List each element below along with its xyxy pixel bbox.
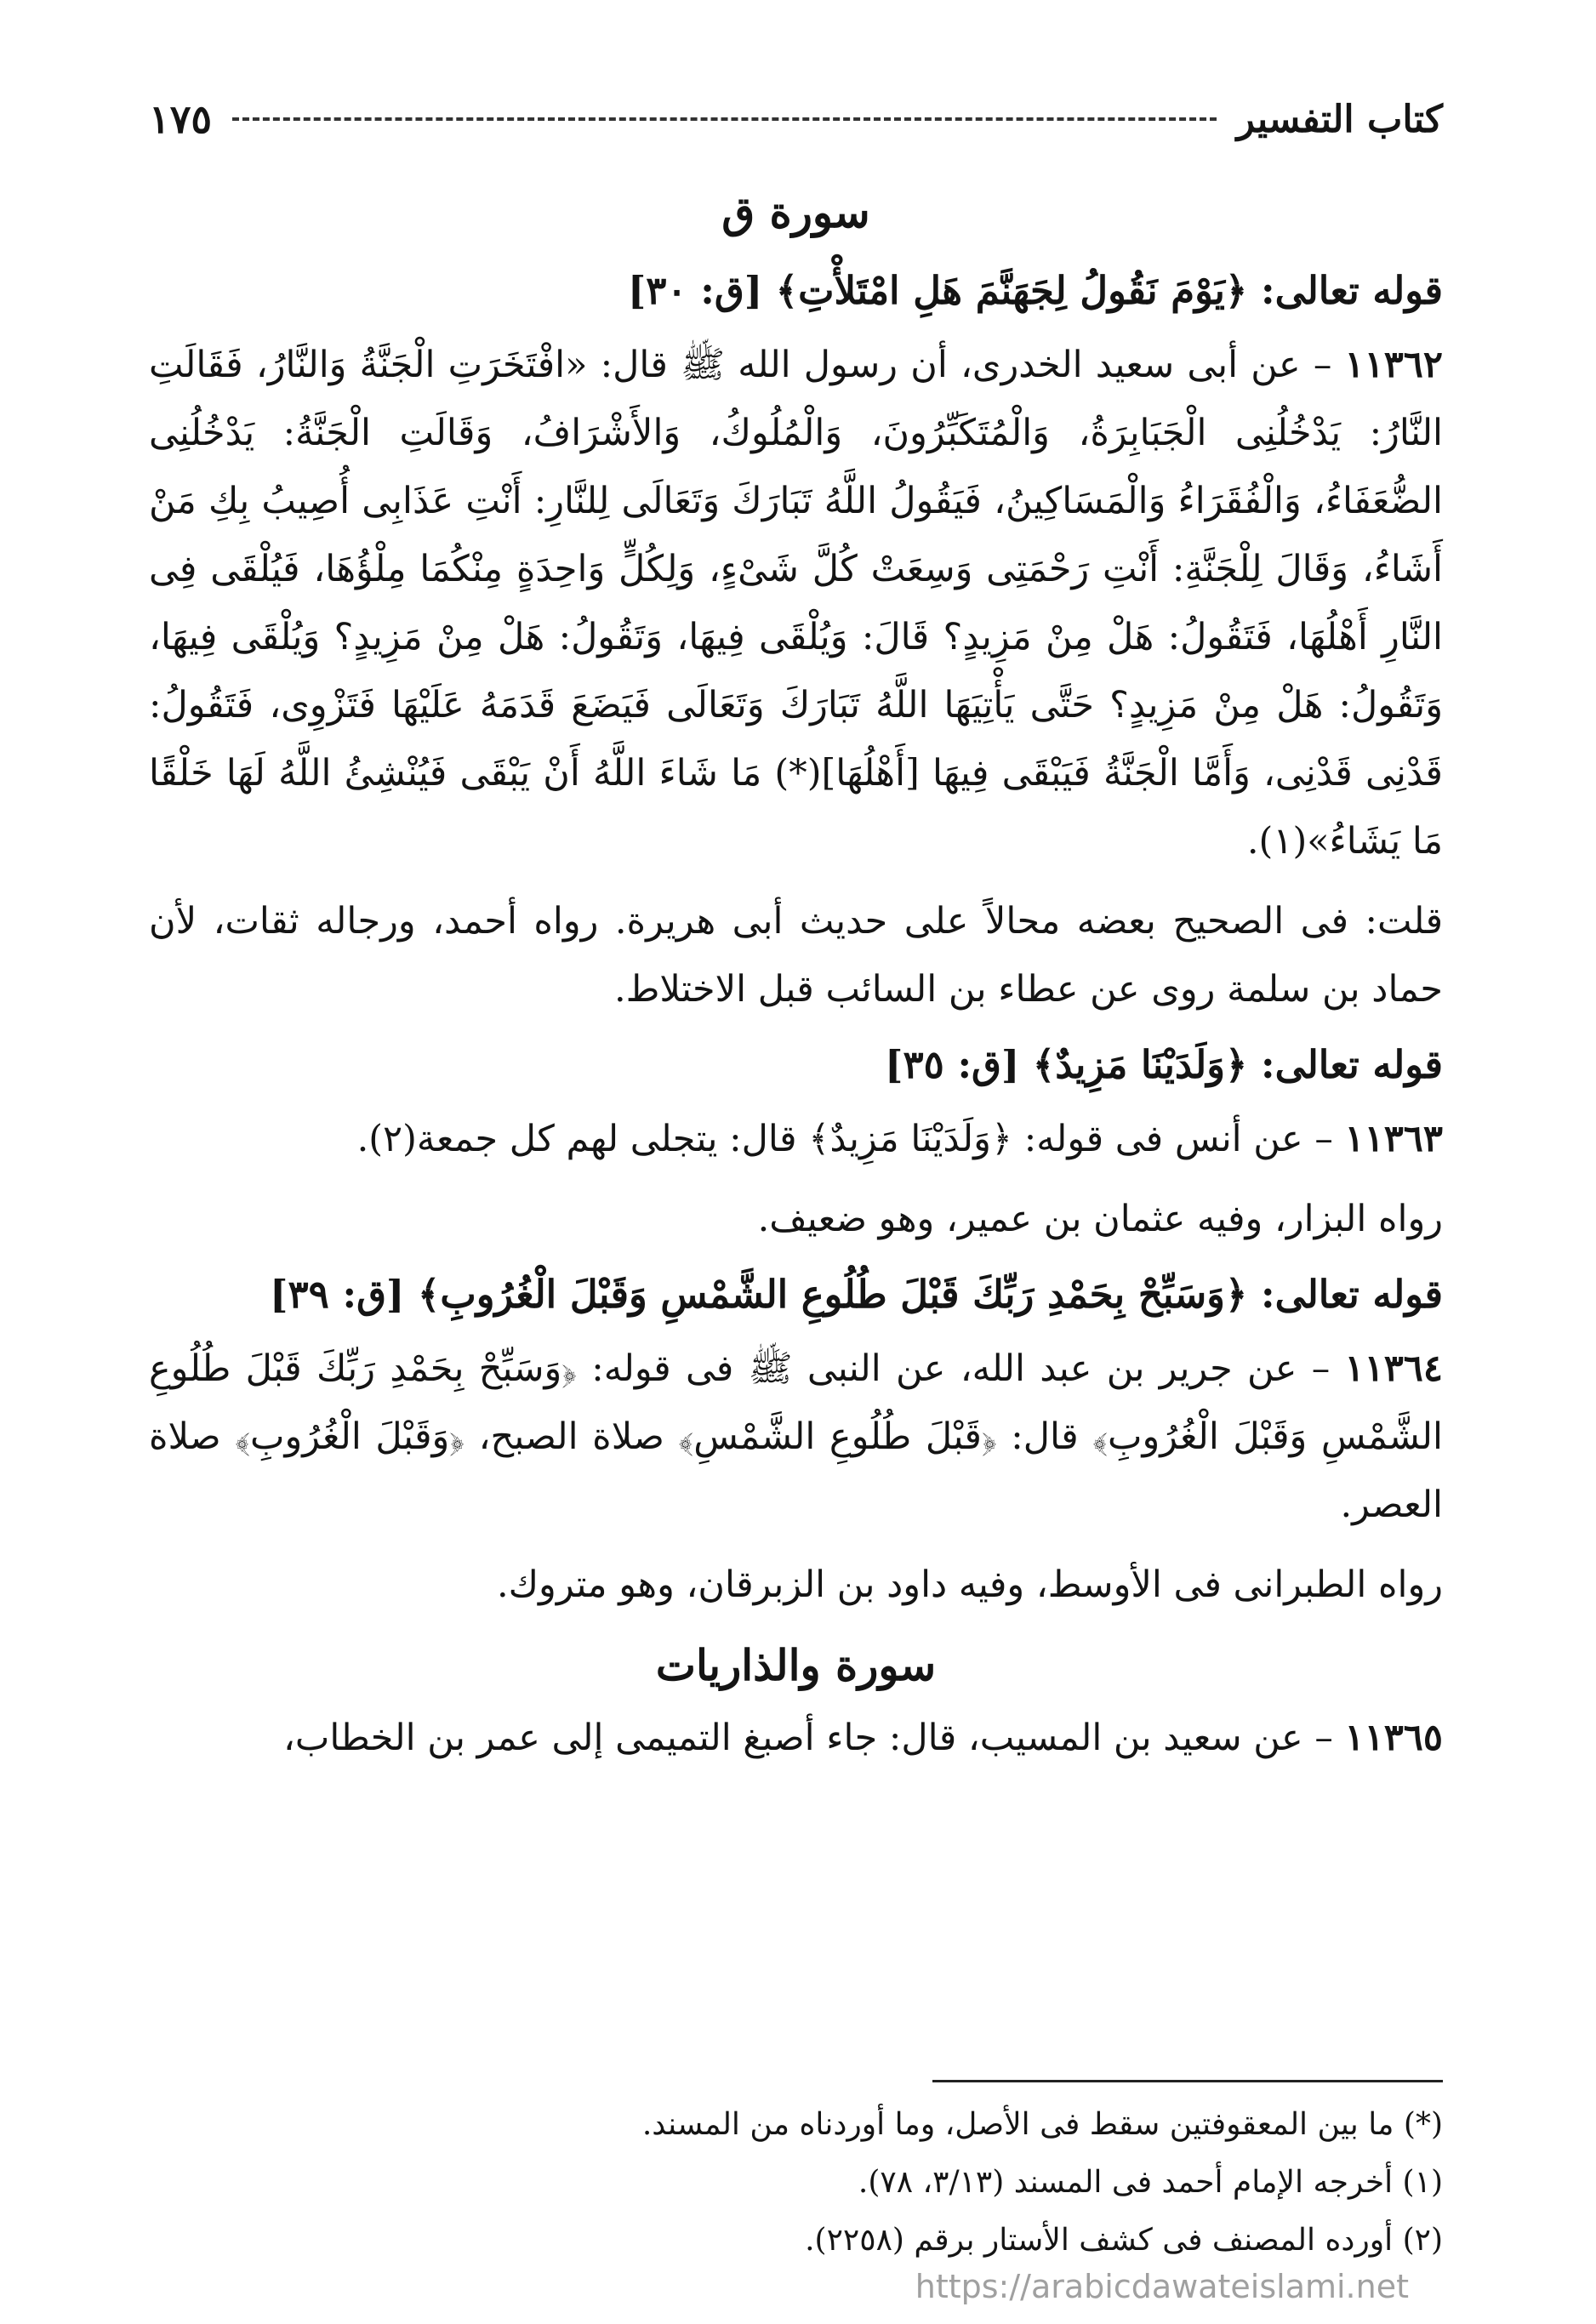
page-body: [149, 166, 1443, 1772]
hadith-11365: [149, 1704, 1443, 1772]
watermark-url: https://arabicdawateislami.net: [915, 2268, 1409, 2305]
footnote-asterisk: (*) ما بين المعقوفتين سقط فى الأصل، وما أوردناه من المسند.: [641, 2107, 1443, 2142]
hadith-11363: [149, 1105, 1443, 1173]
verse-heading-qaf-30: قوله تعالى: ﴿يَوْمَ نَقُولُ لِجَهَنَّمَ هَلِ امْتَلأْتِ﴾ [ق: ٣٠]: [628, 268, 1443, 313]
hadith-text: – عن جرير بن عبد الله، عن النبى ﷺ فى قوله: ﴿وَسَبِّحْ بِحَمْدِ رَبِّكَ قَبْلَ طُلُوعِ الشَّمْسِ وَقَبْلَ الْغُرُوبِ﴾ قال: ﴿قَبْلَ طُلُوعِ الشَّمْسِ﴾ صلاة الصبح، ﴿وَقَبْلَ الْغُرُوبِ﴾ صلاة العصر.: [149, 1347, 1443, 1526]
hadith-text: – عن سعيد بن المسيب، قال: جاء أصبغ التميمى إلى عمر بن الخطاب،: [283, 1717, 1345, 1759]
verse-heading-qaf-39: قوله تعالى: ﴿وَسَبِّحْ بِحَمْدِ رَبِّكَ قَبْلَ طُلُوعِ الشَّمْسِ وَقَبْلَ الْغُرُوبِ﴾ [ق: ٣٩]: [270, 1272, 1443, 1317]
hadith-11362: [149, 331, 1443, 875]
footnote-divider: [932, 2080, 1443, 2082]
footnote-2: (٢) أورده المصنف فى كشف الأستار برقم (٢٢٥٨).: [805, 2223, 1443, 2258]
hadith-number: ١١٣٦٢: [1344, 344, 1443, 386]
running-header: [149, 85, 1443, 153]
hadith-number: ١١٣٦٣: [1344, 1118, 1443, 1160]
header-dashed-rule: [232, 117, 1217, 121]
hadith-number: ١١٣٦٤: [1344, 1347, 1443, 1390]
hadith-text: – عن أبى سعيد الخدرى، أن رسول الله ﷺ قال: «افْتَخَرَتِ الْجَنَّةُ وَالنَّارُ، فَقَالَتِ النَّارُ: يَدْخُلُنِى الْجَبَابِرَةُ، وَالْمُتَكَبِّرُونَ، وَالْمُلُوكُ، وَالأَشْرَافُ، وَقَالَتِ الْجَنَّةُ: يَدْخُلُنِى الضُّعَفَاءُ، وَالْفُقَرَاءُ وَالْمَسَاكِينُ، فَيَقُولُ اللَّهُ تَبَارَكَ وَتَعَالَى لِلنَّارِ: أَنْتِ عَذَابِى أُصِيبُ بِكِ مَنْ أَشَاءُ، وَقَالَ لِلْجَنَّةِ: أَنْتِ رَحْمَتِى وَسِعَتْ كُلَّ شَىْءٍ، وَلِكُلٍّ وَاحِدَةٍ مِنْكُمَا مِلْؤُهَا، فَيُلْقَى فِى النَّارِ أَهْلُهَا، فَتَقُولُ: هَلْ مِنْ مَزِيدٍ؟ قَالَ: وَيُلْقَى فِيهَا، وَتَقُولُ: هَلْ مِنْ مَزِيدٍ؟ وَيُلْقَى فِيهَا، وَتَقُولُ: هَلْ مِنْ مَزِيدٍ؟ حَتَّى يَأْتِيَهَا اللَّهُ تَبَارَكَ وَتَعَالَى فَيَضَعَ قَدَمَهُ عَلَيْهَا فَتَزْوِى، فَتَقُولُ: قَدْنِى قَدْنِى، وَأَمَّا الْجَنَّةُ فَيَبْقَى فِيهَا [أَهْلُهَا](*) مَا شَاءَ اللَّهُ أَنْ يَبْقَى فَيُنْشِئُ اللَّهُ لَهَا خَلْقًا مَا يَشَاءُ»(١).: [149, 344, 1443, 863]
hadith-text: – عن أنس فى قوله: ﴿وَلَدَيْنَا مَزِيدٌ﴾ قال: يتجلى لهم كل جمعة(٢).: [356, 1118, 1345, 1160]
commentary-11364: رواه الطبرانى فى الأوسط، وفيه داود بن الزبرقان، وهو متروك.: [496, 1564, 1443, 1606]
commentary-11362: قلت: فى الصحيح بعضه محالاً على حديث أبى هريرة. رواه أحمد، ورجاله ثقات، لأن حماد بن سلمة روى عن عطاء بن السائب قبل الاختلاط.: [149, 900, 1443, 1011]
commentary-11363: رواه البزار، وفيه عثمان بن عمير، وهو ضعيف.: [757, 1198, 1443, 1240]
surah-heading-dhariyat: سورة والذاريات: [655, 1640, 937, 1690]
page-number: ١٧٥: [149, 96, 213, 142]
footnotes: [149, 2080, 1443, 2270]
book-title: كتاب التفسير: [1236, 97, 1443, 141]
hadith-11364: [149, 1335, 1443, 1539]
hadith-number: ١١٣٦٥: [1344, 1717, 1443, 1759]
footnote-1: (١) أخرجه الإمام أحمد فى المسند (٣/١٣، ٧٨).: [858, 2165, 1443, 2200]
surah-heading-qaf: سورة ق: [721, 187, 870, 237]
verse-heading-qaf-35: قوله تعالى: ﴿وَلَدَيْنَا مَزِيدٌ﴾ [ق: ٣٥]: [885, 1042, 1443, 1087]
